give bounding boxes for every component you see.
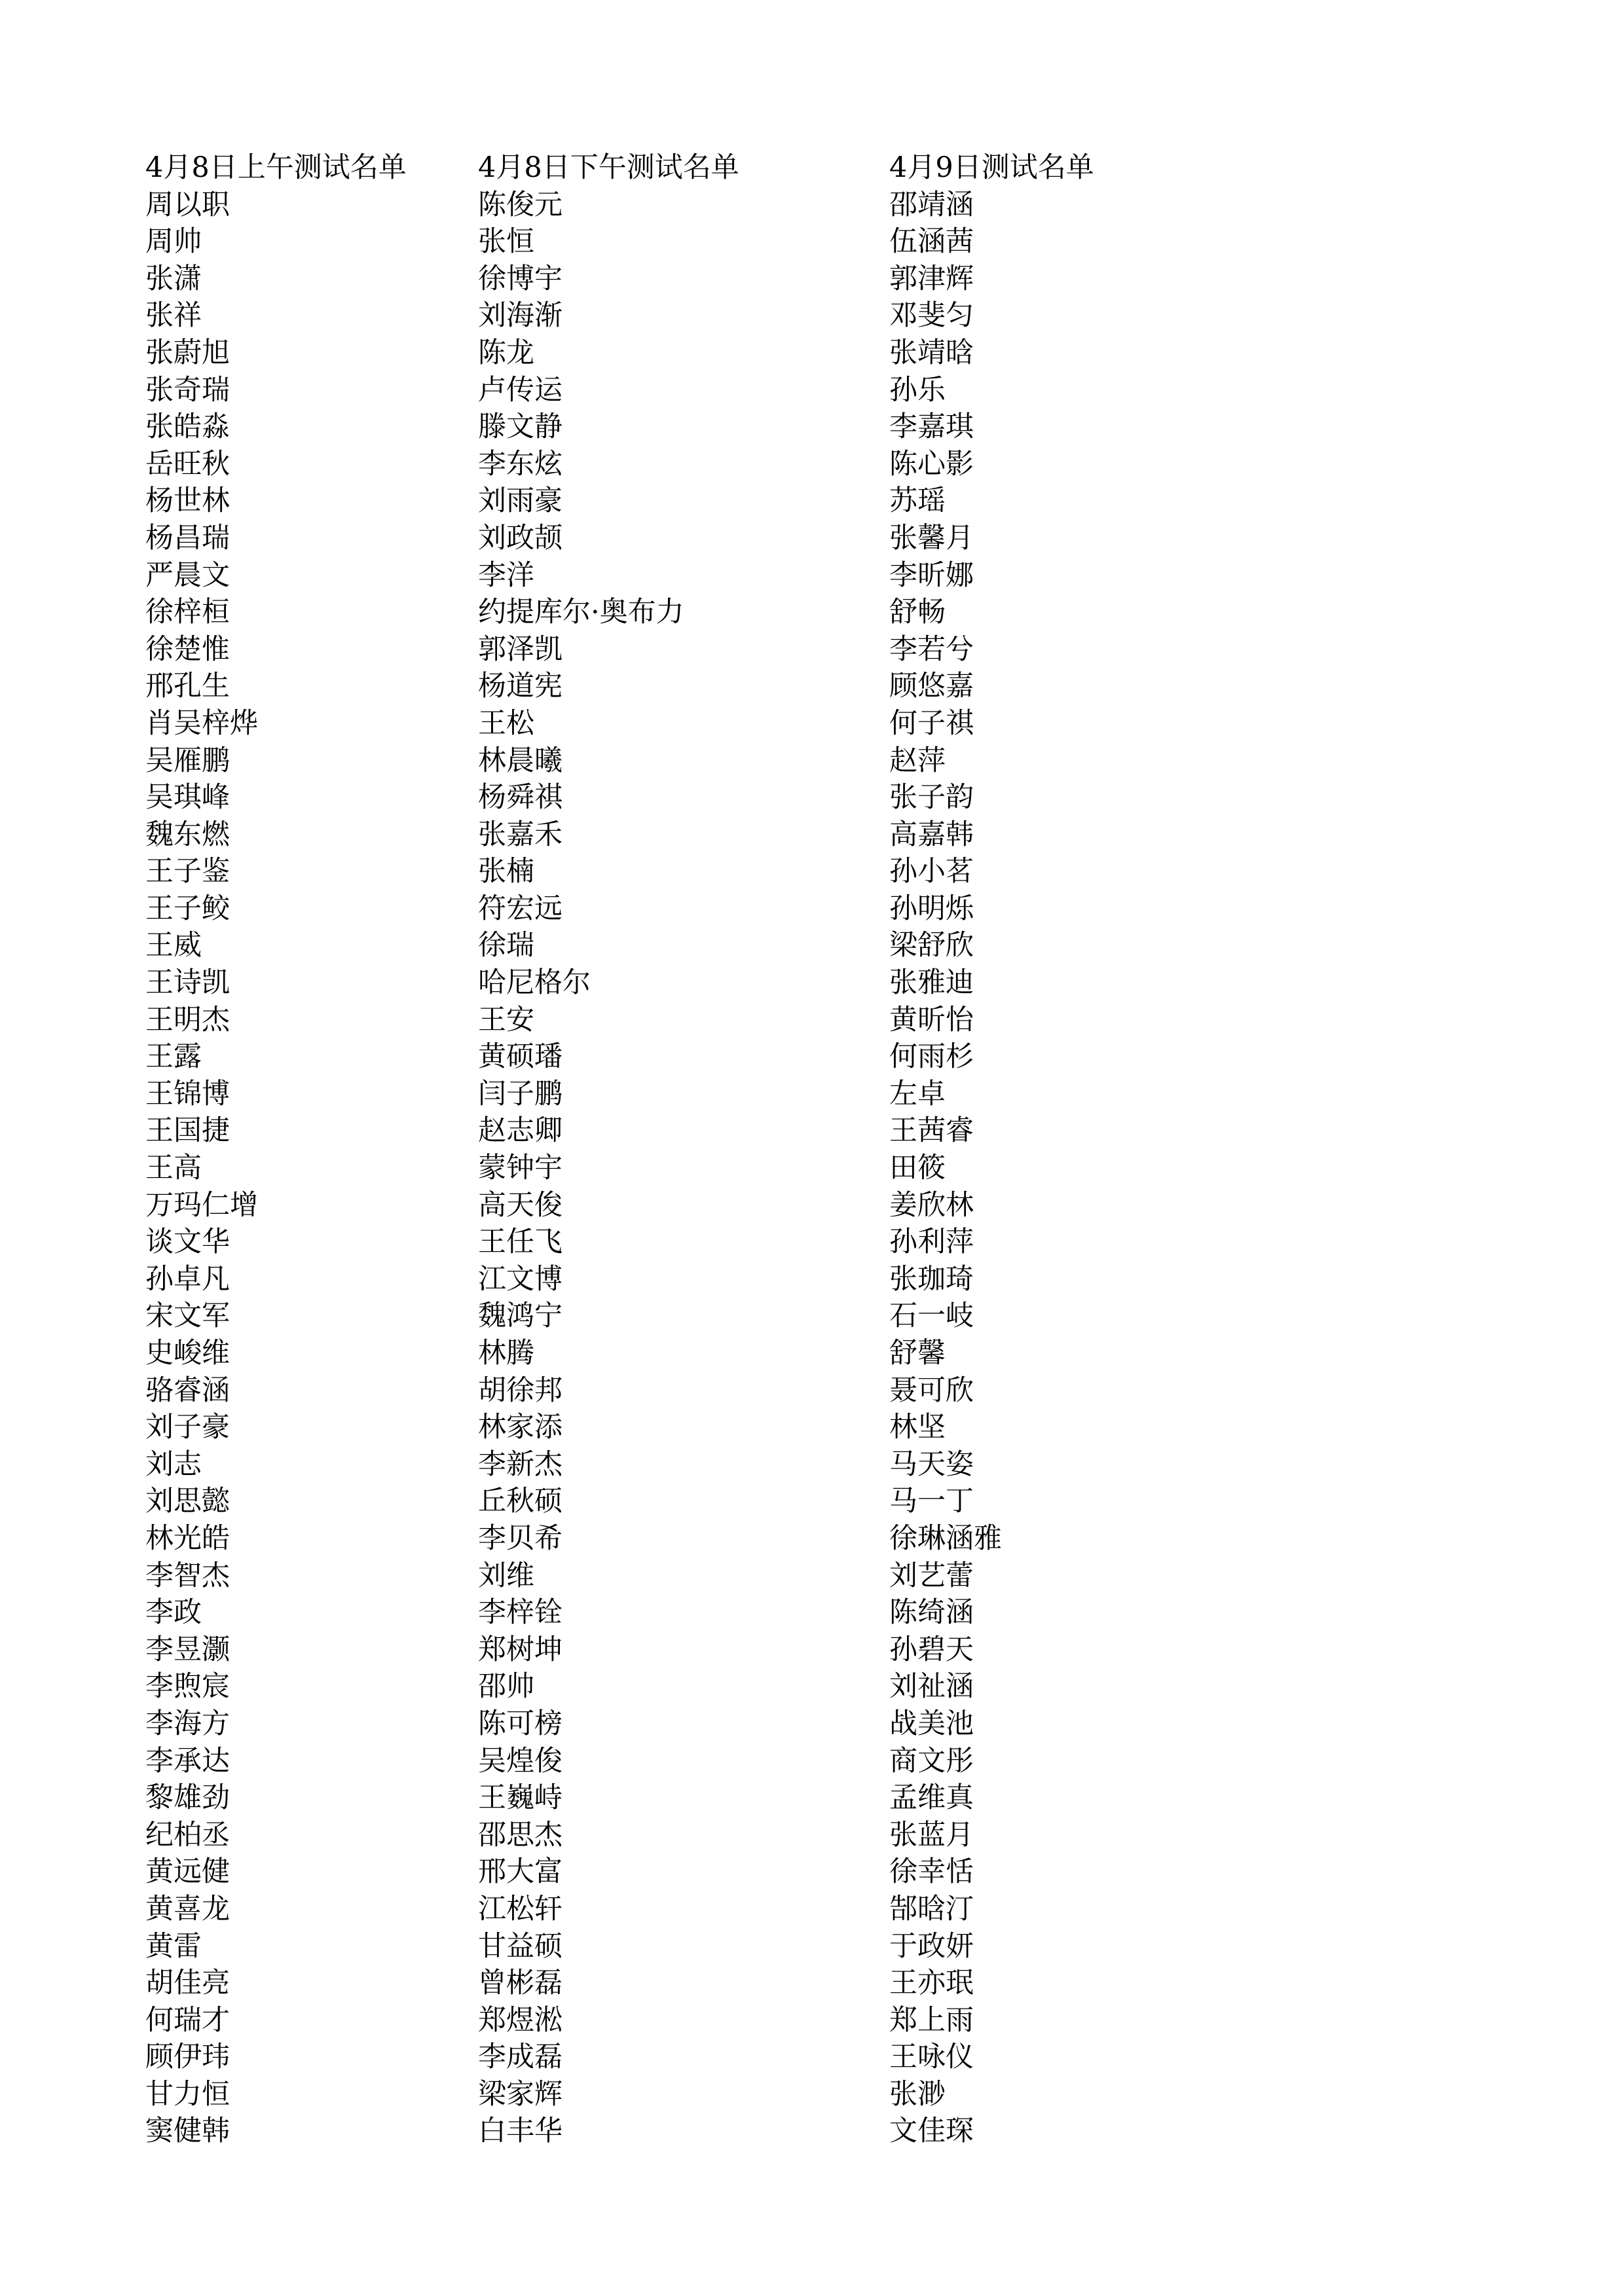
name-cell: 谈文华: [145, 1226, 230, 1259]
name-cell: 徐瑞: [478, 929, 534, 962]
name-cell: 曾彬磊: [478, 1967, 563, 2000]
name-cell: 孟维真: [889, 1781, 974, 1815]
name-cell: 郭津辉: [889, 262, 974, 295]
name-cell: 江松轩: [478, 1892, 563, 1925]
name-cell: 王安: [478, 1003, 534, 1036]
name-cell: 刘政颉: [478, 521, 563, 555]
name-cell: 刘思懿: [145, 1485, 230, 1518]
name-cell: 严晨文: [145, 558, 230, 592]
name-cell: 王子鲛: [145, 892, 230, 925]
name-cell: 郑树坤: [478, 1633, 563, 1666]
column-header: 4月8日上午测试名单: [145, 151, 407, 184]
name-cell: 田筱: [889, 1152, 946, 1185]
name-cell: 甘益硕: [478, 1929, 563, 1963]
name-cell: 王亦珉: [889, 1967, 974, 2000]
name-cell: 孙乐: [889, 373, 946, 407]
name-cell: 哈尼格尔: [478, 966, 591, 1000]
name-cell: 孙利萍: [889, 1226, 974, 1259]
name-cell: 李政: [145, 1596, 202, 1630]
name-cell: 邓斐匀: [889, 299, 974, 333]
name-cell: 胡徐邦: [478, 1374, 563, 1407]
name-cell: 李贝希: [478, 1522, 563, 1555]
name-cell: 马一丁: [889, 1485, 974, 1518]
name-cell: 林光皓: [145, 1522, 230, 1555]
name-cell: 张嘉禾: [478, 818, 563, 851]
name-cell: 纪柏丞: [145, 1818, 230, 1851]
name-cell: 邵帅: [478, 1670, 534, 1704]
name-cell: 陈龙: [478, 336, 534, 369]
name-cell: 徐楚惟: [145, 632, 230, 666]
name-cell: 孙卓凡: [145, 1262, 230, 1296]
name-cell: 王明杰: [145, 1003, 230, 1036]
name-cell: 高天俊: [478, 1188, 563, 1222]
name-cell: 战美池: [889, 1707, 974, 1740]
name-cell: 闫子鹏: [478, 1077, 563, 1110]
name-cell: 伍涵茜: [889, 225, 974, 259]
name-cell: 李煦宸: [145, 1670, 230, 1704]
name-cell: 陈可榜: [478, 1707, 563, 1740]
name-cell: 吴琪峰: [145, 781, 230, 814]
name-cell: 郑上雨: [889, 2003, 974, 2037]
name-cell: 王威: [145, 929, 202, 962]
name-cell: 王国捷: [145, 1114, 230, 1148]
name-cell: 李若兮: [889, 632, 974, 666]
name-cell: 刘海渐: [478, 299, 563, 333]
name-cell: 商文彤: [889, 1744, 974, 1777]
name-cell: 刘艺蕾: [889, 1559, 974, 1592]
name-cell: 万玛仁增: [145, 1188, 258, 1222]
name-cell: 郜晗汀: [889, 1892, 974, 1925]
column-april9: [889, 149, 1094, 2150]
name-cell: 李新杰: [478, 1448, 563, 1481]
name-cell: 林坚: [889, 1411, 946, 1444]
name-cell: 杨昌瑞: [145, 521, 230, 555]
name-cell: 邢孔生: [145, 670, 230, 703]
name-cell: 符宏远: [478, 892, 563, 925]
name-cell: 宋文军: [145, 1300, 230, 1333]
name-cell: 丘秋硕: [478, 1485, 563, 1518]
name-cell: 刘祉涵: [889, 1670, 974, 1704]
name-cell: 左卓: [889, 1077, 946, 1110]
name-cell: 史峻维: [145, 1337, 230, 1370]
name-cell: 赵萍: [889, 744, 946, 777]
name-cell: 张靖晗: [889, 336, 974, 369]
name-cell: 魏鸿宁: [478, 1300, 563, 1333]
name-cell: 刘志: [145, 1448, 202, 1481]
name-cell: 黎雄劲: [145, 1781, 230, 1815]
name-cell: 张奇瑞: [145, 373, 230, 407]
name-cell: 杨舜祺: [478, 781, 563, 814]
name-cell: 张雅迪: [889, 966, 974, 1000]
name-cell: 李洋: [478, 558, 534, 592]
name-cell: 张祥: [145, 299, 202, 333]
name-cell: 徐博宇: [478, 262, 563, 295]
name-cell: 周以职: [145, 188, 230, 221]
column-header: 4月8日下午测试名单: [478, 151, 739, 184]
name-cell: 黄硕璠: [478, 1040, 563, 1074]
name-cell: 卢传运: [478, 373, 563, 407]
name-cell: 马天姿: [889, 1448, 974, 1481]
name-cell: 张潇: [145, 262, 202, 295]
name-cell: 李智杰: [145, 1559, 230, 1592]
name-cell: 梁家辉: [478, 2077, 563, 2111]
name-cell: 张恒: [478, 225, 534, 259]
name-cell: 顾悠嘉: [889, 670, 974, 703]
name-cell: 徐幸恬: [889, 1855, 974, 1889]
name-cell: 何瑞才: [145, 2003, 230, 2037]
name-cell: 张子韵: [889, 781, 974, 814]
name-cell: 杨世林: [145, 484, 230, 518]
name-cell: 梁舒欣: [889, 929, 974, 962]
name-cell: 郭泽凯: [478, 632, 563, 666]
name-cell: 周帅: [145, 225, 202, 259]
name-cell: 何雨杉: [889, 1040, 974, 1074]
name-cell: 黄昕怡: [889, 1003, 974, 1036]
name-cell: 窦健韩: [145, 2115, 230, 2148]
column-april8-morning: [145, 149, 407, 2150]
name-cell: 李成磊: [478, 2041, 563, 2074]
name-cell: 王高: [145, 1152, 202, 1185]
name-cell: 李昕娜: [889, 558, 974, 592]
name-cell: 张馨月: [889, 521, 974, 555]
name-cell: 王任飞: [478, 1226, 563, 1259]
name-cell: 何子祺: [889, 706, 974, 740]
name-cell: 江文博: [478, 1262, 563, 1296]
name-cell: 陈俊元: [478, 188, 563, 221]
name-cell: 刘雨豪: [478, 484, 563, 518]
name-cell: 孙小茗: [889, 855, 974, 888]
name-cell: 顾伊玮: [145, 2041, 230, 2074]
name-cell: 林晨曦: [478, 744, 563, 777]
name-cell: 胡佳亮: [145, 1967, 230, 2000]
name-cell: 王茜睿: [889, 1114, 974, 1148]
name-cell: 李东炫: [478, 447, 563, 481]
name-cell: 陈心影: [889, 447, 974, 481]
name-cell: 于政妍: [889, 1929, 974, 1963]
name-cell: 林家添: [478, 1411, 563, 1444]
name-cell: 李昱灏: [145, 1633, 230, 1666]
name-cell: 张楠: [478, 855, 534, 888]
name-cell: 舒畅: [889, 596, 946, 629]
name-cell: 黄雷: [145, 1929, 202, 1963]
name-cell: 徐梓桓: [145, 596, 230, 629]
name-cell: 孙明烁: [889, 892, 974, 925]
name-cell: 舒馨: [889, 1337, 946, 1370]
name-cell: 白丰华: [478, 2115, 563, 2148]
name-cell: 甘力恒: [145, 2077, 230, 2111]
name-cell: 高嘉韩: [889, 818, 974, 851]
name-cell: 王咏仪: [889, 2041, 974, 2074]
name-cell: 魏东燃: [145, 818, 230, 851]
name-cell: 王诗凯: [145, 966, 230, 1000]
name-cell: 张珈琦: [889, 1262, 974, 1296]
name-cell: 李嘉琪: [889, 410, 974, 444]
name-cell: 徐琳涵雅: [889, 1522, 1002, 1555]
name-cell: 王巍峙: [478, 1781, 563, 1815]
name-cell: 邢大富: [478, 1855, 563, 1889]
name-cell: 张蓝月: [889, 1818, 974, 1851]
name-cell: 陈绮涵: [889, 1596, 974, 1630]
name-cell: 李梓铨: [478, 1596, 563, 1630]
name-cell: 吴雁鹏: [145, 744, 230, 777]
column-april8-afternoon: [478, 149, 739, 2150]
name-cell: 孙碧天: [889, 1633, 974, 1666]
name-cell: 邵靖涵: [889, 188, 974, 221]
name-cell: 滕文静: [478, 410, 563, 444]
name-cell: 李承达: [145, 1744, 230, 1777]
name-cell: 张蔚旭: [145, 336, 230, 369]
name-cell: 邵思杰: [478, 1818, 563, 1851]
name-cell: 杨道宪: [478, 670, 563, 703]
name-cell: 文佳琛: [889, 2115, 974, 2148]
name-cell: 刘维: [478, 1559, 534, 1592]
column-header: 4月9日测试名单: [889, 151, 1094, 184]
name-cell: 李海方: [145, 1707, 230, 1740]
name-cell: 王松: [478, 706, 534, 740]
name-cell: 黄远健: [145, 1855, 230, 1889]
name-cell: 肖吴梓烨: [145, 706, 258, 740]
name-cell: 约提库尔·奥布力: [478, 596, 684, 629]
name-cell: 蒙钟宇: [478, 1152, 563, 1185]
name-cell: 石一岐: [889, 1300, 974, 1333]
name-cell: 郑煜淞: [478, 2003, 563, 2037]
name-cell: 王子鉴: [145, 855, 230, 888]
name-cell: 刘子豪: [145, 1411, 230, 1444]
name-cell: 王锦博: [145, 1077, 230, 1110]
name-cell: 吴煌俊: [478, 1744, 563, 1777]
name-cell: 张皓淼: [145, 410, 230, 444]
name-cell: 岳旺秋: [145, 447, 230, 481]
name-cell: 黄喜龙: [145, 1892, 230, 1925]
name-cell: 林腾: [478, 1337, 534, 1370]
name-cell: 聂可欣: [889, 1374, 974, 1407]
name-cell: 苏瑶: [889, 484, 946, 518]
name-cell: 张渺: [889, 2077, 946, 2111]
name-cell: 骆睿涵: [145, 1374, 230, 1407]
name-cell: 王露: [145, 1040, 202, 1074]
name-cell: 赵志卿: [478, 1114, 563, 1148]
name-cell: 姜欣林: [889, 1188, 974, 1222]
